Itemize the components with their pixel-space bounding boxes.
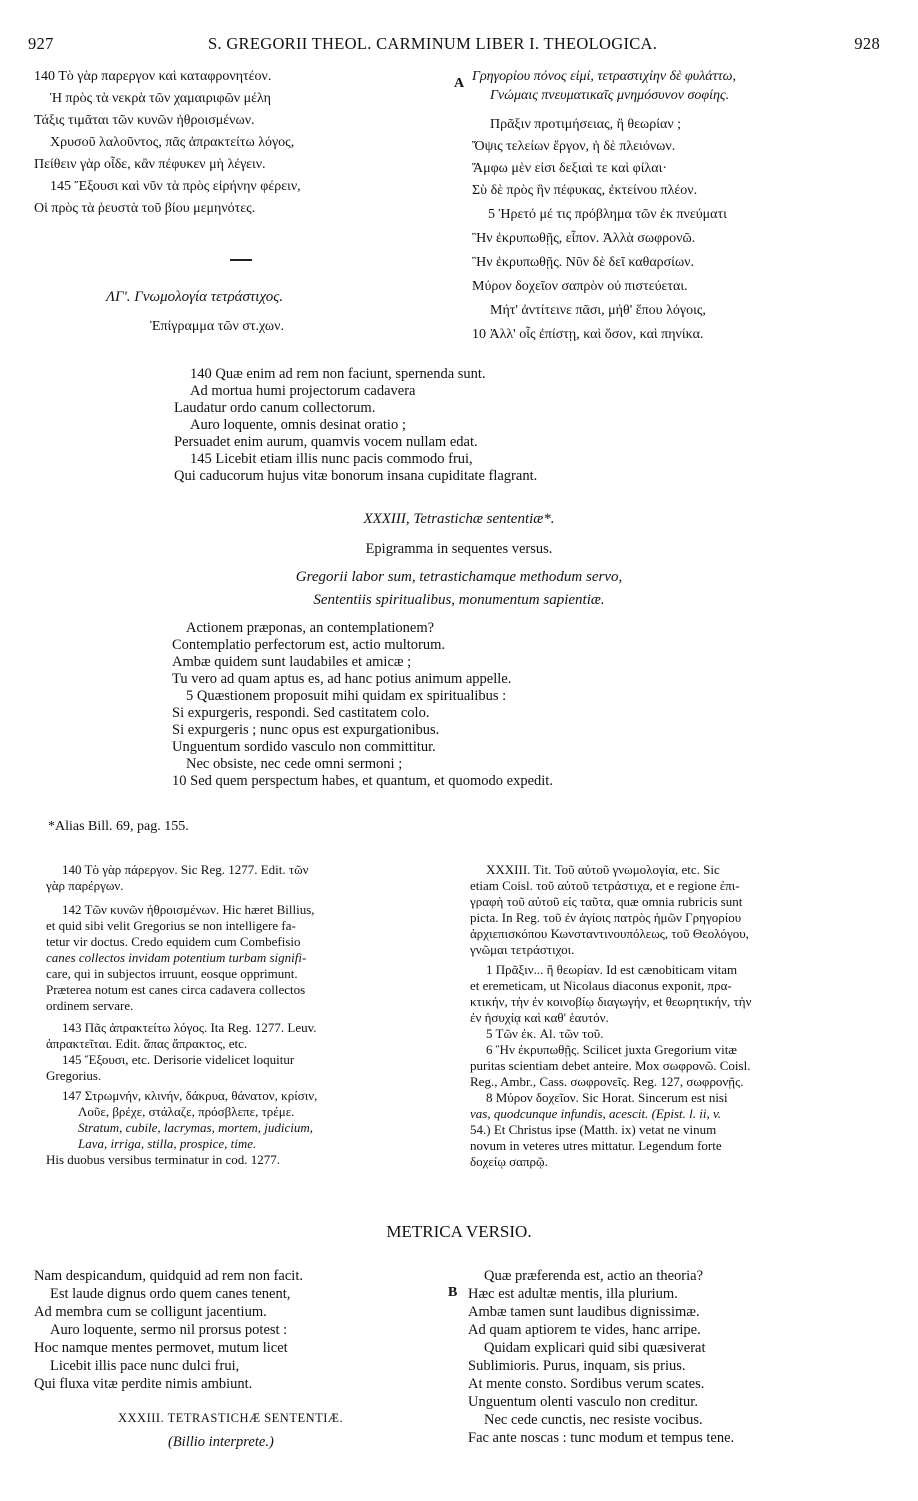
short-divider	[230, 259, 252, 261]
greek-verse-line: Ἄμφω μὲν εἰσι δεξιαὶ τε καὶ φίλαι·	[472, 161, 668, 176]
greek-verse-line: Ἢν ἐκρυπωθῇς. Νῦν δὲ δεῖ καθαρσίων.	[472, 255, 694, 270]
latin-line: Ad mortua humi projectorum cadavera	[190, 383, 416, 399]
page-number-right: 928	[854, 34, 880, 53]
latin-line: Unguentum sordido vasculo non committitur.	[172, 739, 436, 755]
epigram-line: Sententiis spiritualibus, monumentum sapientiæ.	[313, 592, 605, 608]
verse-line: Nam despicandum, quidquid ad rem non facit.	[34, 1268, 303, 1284]
note-line: 147 Στρωμνήν, κλινήν, δάκρυα, θάνατον, κρίσιν,	[62, 1088, 318, 1103]
greek-section-heading: ΛΓ'. Γνωμολογία τετράστιχος.	[106, 289, 284, 305]
running-header	[28, 34, 880, 56]
note-line: ἀρχιεπισκόπου Κωνσταντινουπόλεως, τοῦ Θεολόγου,	[470, 926, 749, 941]
greek-verse-line: 145 Ἔξουσι καὶ νῦν τὰ πρὸς εἰρήνην φέρειν,	[50, 179, 301, 194]
verse-line: Ad quam aptiorem te vides, hanc arripe.	[468, 1322, 701, 1338]
note-line: γραφὴ τοῦ αὐτοῦ εἰς ταῦτα, quæ omnia rubricis sunt	[470, 894, 743, 909]
greek-verse-line: Γνώμαις πνευματικαῖς μνημόσυνον σοφίης.	[490, 88, 730, 103]
note-line: 145 Ἔξουσι, etc. Derisorie videlicet loquitur	[62, 1052, 295, 1067]
verse-line: Fac ante noscas : tunc modum et tempus tene.	[468, 1430, 735, 1446]
verse-line: Hoc namque mentes permovet, mutum licet	[34, 1340, 288, 1356]
verse-line: Hæc est adultæ mentis, illa plurium.	[468, 1286, 678, 1302]
note-line: et quid sibi velit Gregorius se non intelligere fa-	[46, 918, 296, 933]
verse-line: At mente consto. Sordibus verum scates.	[468, 1376, 705, 1392]
note-line: Præterea notum est canes circa cadavera collectos	[46, 982, 306, 997]
note-line: 140 Τὸ γὰρ πάρεργον. Sic Reg. 1277. Edit. τῶν	[62, 862, 309, 877]
verse-line: Quæ præferenda est, actio an theoria?	[484, 1268, 704, 1284]
note-line: ἀπρακτεῖται. Edit. ἅπας ἄπρακτος, etc.	[46, 1036, 248, 1051]
note-line: novum in veteres utres mittatur. Legendum forte	[470, 1138, 722, 1153]
note-line: ordinem servare.	[46, 998, 134, 1013]
latin-line: Nec obsiste, nec cede omni sermoni ;	[186, 756, 403, 772]
greek-verse-line: Πρᾶξιν προτιμήσειας, ἢ θεωρίαν ;	[490, 117, 682, 132]
note-line: Λοῦε, βρέχε, στάλαζε, πρόσβλεπε, τρέμε.	[78, 1104, 295, 1119]
note-line: 143 Πᾶς ἀπρακτείτω λόγος. Ita Reg. 1277. Leuv.	[62, 1020, 317, 1035]
note-line: 6 Ἢν ἐκρυπωθῇς. Scilicet juxta Gregorium vitæ	[486, 1042, 737, 1057]
greek-verse-line: Μύρον δοχεῖον σαπρὸν οὐ πιστεύεται.	[472, 279, 688, 294]
footnote: *Alias Bill. 69, pag. 155.	[48, 819, 189, 834]
metrica-left-heading: XXXIII. TETRASTICHÆ SENTENTIÆ.	[118, 1411, 344, 1425]
section-subtitle: Epigramma in sequentes versus.	[365, 541, 553, 557]
latin-line: Persuadet enim aurum, quamvis vocem nullam edat.	[174, 434, 478, 450]
note-line: etiam Coisl. τοῦ αὐτοῦ τετράστιχα, et e regione ἐπι-	[470, 878, 740, 893]
note-line: vas, quodcunque infundis, acescit. (Epist. l. ii, v.	[470, 1106, 722, 1121]
page-number-left: 927	[28, 34, 54, 53]
verse-line: Sublimioris. Purus, inquam, sis prius.	[468, 1358, 686, 1374]
note-line: XXXIII. Tit. Τοῦ αὐτοῦ γνωμολογία, etc. Sic	[486, 862, 720, 877]
note-line: Reg., Ambr., Cass. σωφρονεῖς. Reg. 127, σωφρονῇς.	[470, 1074, 744, 1089]
note-line: γὰρ παρέργων.	[46, 878, 124, 893]
latin-line: 140 Quæ enim ad rem non faciunt, spernenda sunt.	[190, 366, 486, 382]
latin-line: 145 Licebit etiam illis nunc pacis commodo frui,	[190, 451, 473, 467]
verse-line: Est laude dignus ordo quem canes tenent,	[50, 1286, 291, 1302]
latin-line: Actionem præponas, an contemplationem?	[186, 620, 435, 636]
greek-verse-line: Γρηγορίου πόνος εἰμί, τετραστιχίην δὲ φυλάττω,	[472, 69, 737, 84]
verse-line: Auro loquente, sermo nil prorsus potest :	[50, 1322, 288, 1338]
greek-verse-line: Χρυσοῦ λαλοῦντος, πᾶς ἀπρακτείτω λόγος,	[50, 135, 295, 150]
greek-section-subheading: Ἐπίγραμμα τῶν στ.χων.	[150, 319, 284, 334]
latin-line: Auro loquente, omnis desinat oratio ;	[190, 417, 406, 433]
verse-line: Unguentum olenti vasculo non creditur.	[468, 1394, 698, 1410]
note-line: κτικήν, τὴν ἐν κοινοβίῳ διαγωγήν, et θεωρητικήν, τὴν	[470, 994, 752, 1009]
note-line: puritas scientiam debet anteire. Mox σωφρονῶ. Coisl.	[470, 1058, 751, 1073]
verse-line: Qui fluxa vitæ perdite nimis ambiunt.	[34, 1376, 253, 1392]
note-line: care, qui in subjectos irruunt, eosque opprimunt.	[46, 966, 298, 981]
verse-line: Ambæ tamen sunt laudibus dignissimæ.	[468, 1304, 700, 1320]
latin-line: Laudatur ordo canum collectorum.	[174, 400, 376, 416]
latin-line: Tu vero ad quam aptus es, ad hanc potius animum appelle.	[172, 671, 512, 687]
section-title: XXXIII, Tetrastichæ sententiæ*.	[363, 511, 555, 527]
note-line: Lava, irriga, stilla, prospice, time.	[78, 1136, 257, 1151]
verse-line: Quidam explicari quid sibi quæsiverat	[484, 1340, 706, 1356]
note-line: ἐν ἡσυχίᾳ καὶ καθ' ἑαυτόν.	[470, 1010, 609, 1025]
metrica-title: METRICA VERSIO.	[386, 1222, 532, 1241]
note-line: γνῶμαι τετράστιχοι.	[470, 942, 575, 957]
note-line: tetur vir doctus. Credo equidem cum Combefisio	[46, 934, 301, 949]
margin-letter-b: B	[448, 1285, 458, 1300]
note-line: δοχείῳ σαπρῷ.	[470, 1154, 548, 1169]
note-line: 8 Μύρον δοχεῖον. Sic Horat. Sincerum est nisi	[486, 1090, 728, 1105]
greek-verse-line: Μήτ' ἀντίτεινε πᾶσι, μήθ' ἕπου λόγοις,	[490, 303, 706, 318]
latin-line: Si expurgeris ; nunc opus est expurgationibus.	[172, 722, 440, 738]
latin-line: Ambæ quidem sunt laudabiles et amicæ ;	[172, 654, 412, 670]
greek-verse-line: Ὄψις τελείων ἔργον, ἡ δὲ πλειόνων.	[472, 139, 676, 154]
note-line: 5 Τῶν ἐκ. Al. τῶν τοῦ.	[486, 1026, 604, 1041]
margin-letter-a: A	[454, 76, 465, 91]
note-line: picta. In Reg. τοῦ ἐν ἁγίοις πατρὸς ἡμῶν Γρηγορίου	[470, 910, 742, 925]
note-line: 1 Πρᾶξιν... ἢ θεωρίαν. Id est cænobiticam vitam	[486, 962, 738, 977]
verse-line: Nec cede cunctis, nec resiste vocibus.	[484, 1412, 703, 1428]
note-line: His duobus versibus terminatur in cod. 1277.	[46, 1152, 280, 1167]
greek-verse-line: Ἢν ἐκρυπωθῇς, εἶπον. Ἀλλὰ σωφρονῶ.	[472, 231, 696, 246]
greek-verse-line: Σὺ δὲ πρὸς ἣν πέφυκας, ἐκτείνου πλέον.	[472, 183, 698, 198]
note-line: Gregorius.	[46, 1068, 102, 1083]
verse-line: Ad membra cum se colligunt jacentium.	[34, 1304, 267, 1320]
greek-verse-line: 5 Ἠρετό μέ τις πρόβλημα τῶν ἐκ πνεύματι	[488, 207, 727, 222]
greek-verse-line: 140 Τὸ γὰρ παρεργον καὶ καταφρονητέον.	[34, 69, 272, 84]
latin-line: Qui caducorum hujus vitæ bonorum insana cupiditate flagrant.	[174, 468, 538, 484]
latin-line: Contemplatio perfectorum est, actio multorum.	[172, 637, 446, 653]
greek-verse-line: Οἱ πρὸς τὰ ῥευστὰ τοῦ βίου μεμηνότες.	[34, 201, 256, 216]
latin-line: 5 Quæstionem proposuit mihi quidam ex spiritualibus :	[186, 688, 507, 704]
note-line: et eremeticam, ut Nicolaus diaconus exponit, πρα-	[470, 978, 732, 993]
epigram-line: Gregorii labor sum, tetrastichamque methodum servo,	[295, 569, 623, 585]
greek-verse-line: Ἡ πρὸς τὰ νεκρὰ τῶν χαμαιριφῶν μέλη	[50, 91, 271, 106]
greek-verse-line: 10 Ἀλλ' οἷς ἐπίστῃ, καὶ ὅσον, καὶ πηνίκα.	[472, 327, 704, 342]
running-title: S. GREGORII THEOL. CARMINUM LIBER I. THEOLOGICA.	[208, 34, 658, 53]
note-line: canes collectos invidam potentium turbam signifi-	[46, 950, 307, 965]
note-line: 54.) Et Christus ipse (Matth. ix) vetat ne vinum	[470, 1122, 717, 1137]
note-line: Stratum, cubile, lacrymas, mortem, judicium,	[78, 1120, 314, 1135]
verse-line: Licebit illis pace nunc dulci frui,	[50, 1358, 240, 1374]
latin-line: Si expurgeris, respondi. Sed castitatem colo.	[172, 705, 430, 721]
metrica-left-subheading: (Billio interprete.)	[168, 1434, 274, 1450]
greek-verse-line: Τάξις τιμᾶται τῶν κυνῶν ἠθροισμένων.	[34, 113, 255, 128]
greek-verse-line: Πείθειν γὰρ οἶδε, κἂν πέφυκεν μὴ λέγειν.	[34, 157, 266, 172]
latin-line: 10 Sed quem perspectum habes, et quantum, et quomodo expedit.	[172, 773, 553, 789]
note-line: 142 Τῶν κυνῶν ἠθροισμένων. Hic hæret Billius,	[62, 902, 315, 917]
